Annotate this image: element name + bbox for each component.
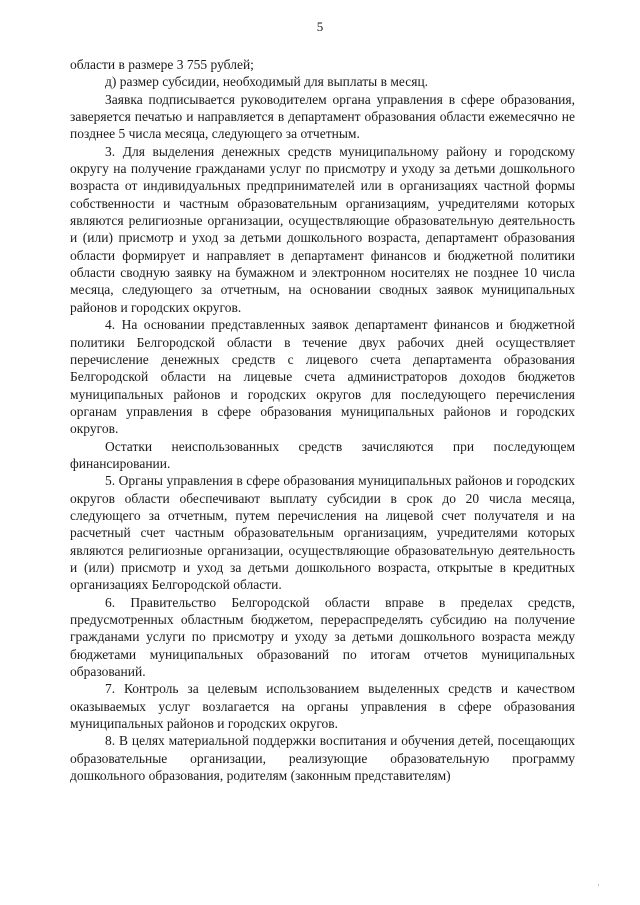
paragraph-5: 5. Органы управления в сфере образования муниципальных районов и городских округов области обеспечивают выплату субсидии в срок до 20 числа месяца, следующего за отчетным, путем перечисления на лицевой счет получателя и на расчетный счет частным образовательным организациям, учредителями которых являются религиозные организации, осуществляющие образовательную деятельность и (или) присмотр и уход за детьми дошкольного возраста, открытые в кредитных организациях Белгородской области. (70, 473, 575, 593)
paragraph-item-d: д) размер субсидии, необходимый для выплаты в месяц. (105, 74, 429, 90)
paragraph-remainders: Остатки неиспользованных средств зачисляются при последующем финансировании. (70, 438, 575, 471)
document-body (70, 56, 575, 784)
page-number: 5 (316, 19, 324, 34)
paragraph-3: 3. Для выделения денежных средств муниципальному району и городскому округу на получение гражданами услуг по присмотру и уходу за детьми дошкольного возраста от индивидуальных предпринимателей или в организациях частной формы собственности и частным образовательным организациям, учредителями которых являются религиозные организации, осуществляющие образовательную деятельность и (или) присмотр и уход за детьми дошкольного возраста, департамент образования области формирует и направляет в департамент финансов и бюджетной политики области сводную заявку на бумажном и электронном носителях не позднее 10 числа месяца, следующего за отчетным, на основании сводных заявок муниципальных районов и городских округов. (70, 143, 575, 315)
scan-artifact-dot: · (597, 880, 600, 890)
paragraph-7: 7. Контроль за целевым использованием выделенных средств и качеством оказываемых услуг возлагается на органы управления в сфере образования муниципальных районов и городских округов. (70, 681, 575, 732)
paragraph-application: Заявка подписывается руководителем органа управления в сфере образования, заверяется печатью и направляется в департамент образования области ежемесячно не позднее 5 числа месяца, следующего за отчетным. (70, 91, 575, 142)
paragraph-4: 4. На основании представленных заявок департамент финансов и бюджетной политики Белгородской области в течение двух рабочих дней осуществляет перечисление денежных средств с лицевого счета департамента образования Белгородской области на лицевые счета администраторов доходов бюджетов муниципальных районов и городских округов для последующего перечисления органам управления в сфере образования муниципальных районов и городских округов. (70, 317, 575, 437)
paragraph-8: 8. В целях материальной поддержки воспитания и обучения детей, посещающих образовательные организации, реализующие образовательную программу дошкольного образования, родителям (законным представителям) (70, 733, 575, 784)
paragraph-continuation: области в размере 3 755 рублей; (70, 57, 254, 72)
paragraph-6: 6. Правительство Белгородской области вправе в пределах средств, предусмотренных областным бюджетом, перераспределять субсидию на получение гражданами услуги по присмотру и уходу за детьми дошкольного возраста между бюджетами муниципальных образований по итогам отчетов муниципальных образований. (70, 594, 575, 680)
